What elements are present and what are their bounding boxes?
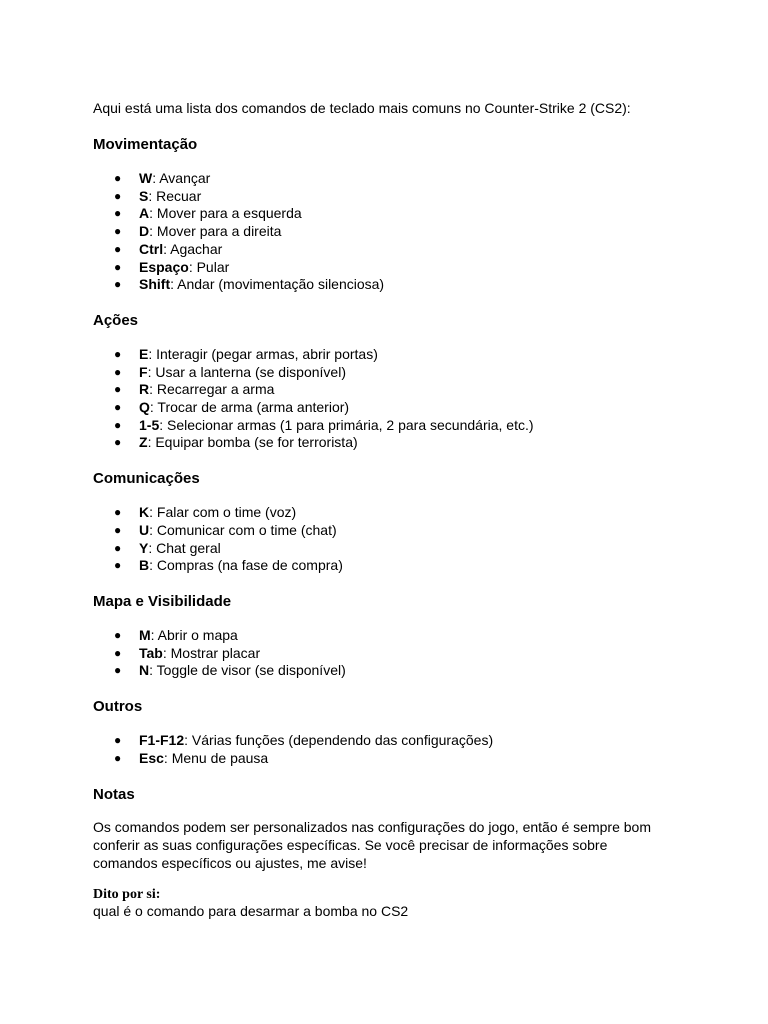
list-item	[93, 627, 693, 645]
key-description: : Trocar de arma (arma anterior)	[149, 399, 350, 416]
user-question: qual é o comando para desarmar a bomba no CS2	[93, 902, 409, 919]
key-description: : Pular	[188, 258, 230, 275]
key-description: : Comunicar com o time (chat)	[149, 521, 337, 538]
said-by-label: Dito por si:	[93, 886, 161, 902]
key-description: : Andar (movimentação silenciosa)	[170, 276, 385, 293]
key-name: Shift	[139, 276, 171, 293]
bullet-icon: ●	[114, 645, 122, 660]
list-item	[93, 540, 693, 558]
list-item	[93, 188, 693, 206]
bullet-icon: ●	[114, 346, 122, 361]
bullet-icon: ●	[114, 505, 122, 520]
bullet-icon: ●	[114, 241, 122, 256]
key-description: : Interagir (pegar armas, abrir portas)	[148, 345, 378, 362]
list-item	[93, 732, 693, 750]
key-name: B	[139, 557, 150, 574]
list-outros	[93, 732, 693, 767]
list-item	[93, 522, 693, 540]
key-description: : Avançar	[152, 170, 211, 186]
key-description: : Usar a lanterna (se disponível)	[147, 363, 346, 380]
document-page	[93, 99, 693, 920]
intro-text: Aqui está uma lista dos comandos de teclado mais comuns no Counter-Strike 2 (CS2):	[93, 100, 631, 116]
key-name: K	[139, 504, 150, 521]
key-name: D	[139, 223, 150, 240]
list-item	[93, 399, 693, 417]
list-mapa	[93, 627, 693, 680]
bullet-icon: ●	[114, 364, 122, 379]
list-item	[93, 434, 693, 452]
key-name: U	[139, 521, 150, 538]
list-item	[93, 381, 693, 399]
bullet-icon: ●	[114, 558, 122, 573]
notes-line: comandos específicos ou ajustes, me avise!	[93, 854, 367, 871]
key-description: : Mover para a direita	[149, 223, 282, 240]
key-description: : Mostrar placar	[162, 644, 261, 661]
list-movimentacao	[93, 170, 693, 294]
list-item	[93, 662, 693, 680]
key-name: R	[139, 381, 150, 398]
list-item	[93, 557, 693, 575]
key-name: Ctrl	[139, 240, 164, 257]
key-description: : Mover para a esquerda	[149, 205, 302, 222]
key-description: : Agachar	[163, 240, 223, 257]
list-item	[93, 259, 693, 277]
bullet-icon: ●	[114, 522, 122, 537]
list-item	[93, 750, 693, 768]
bullet-icon: ●	[114, 435, 122, 450]
key-name: Espaço	[139, 258, 189, 275]
list-item	[93, 205, 693, 223]
section-heading-comunicacoes: Comunicações	[93, 470, 200, 488]
list-item	[93, 645, 693, 663]
bullet-icon: ●	[114, 188, 122, 203]
list-item	[93, 364, 693, 382]
key-name: W	[139, 170, 153, 186]
key-name: Y	[139, 539, 149, 556]
key-description: : Abrir o mapa	[150, 626, 238, 643]
notes-paragraph	[93, 819, 693, 872]
list-item	[93, 417, 693, 435]
key-description: : Falar com o time (voz)	[149, 504, 297, 521]
key-description: : Várias funções (dependendo das configurações)	[184, 732, 494, 749]
list-item	[93, 241, 693, 259]
list-item	[93, 504, 693, 522]
key-name: F1-F12	[139, 732, 185, 749]
bullet-icon: ●	[114, 417, 122, 432]
bullet-icon: ●	[114, 224, 122, 239]
key-description: : Recuar	[148, 187, 202, 204]
key-name: F	[139, 363, 148, 380]
key-name: M	[139, 626, 151, 643]
section-heading-mapa: Mapa e Visibilidade	[93, 592, 232, 610]
key-description: : Selecionar armas (1 para primária, 2 para secundária, etc.)	[159, 416, 534, 433]
key-name: Q	[139, 399, 150, 416]
section-heading-acoes: Ações	[93, 311, 139, 329]
bullet-icon: ●	[114, 663, 122, 678]
key-description: : Compras (na fase de compra)	[149, 557, 343, 574]
key-name: Tab	[139, 644, 163, 661]
bullet-icon: ●	[114, 382, 122, 397]
bullet-icon: ●	[114, 750, 122, 765]
bullet-icon: ●	[114, 627, 122, 642]
notes-line: conferir as suas configurações específicas. Se você precisar de informações sobre	[93, 837, 608, 854]
list-item	[93, 223, 693, 241]
key-name: 1-5	[139, 416, 160, 433]
key-name: Esc	[139, 749, 164, 766]
bullet-icon: ●	[114, 259, 122, 274]
list-item	[93, 346, 693, 364]
key-name: E	[139, 345, 149, 362]
section-heading-movimentacao: Movimentação	[93, 136, 198, 153]
section-heading-outros: Outros	[93, 698, 143, 716]
bullet-icon: ●	[114, 277, 122, 292]
bullet-icon: ●	[114, 400, 122, 415]
key-name: Z	[139, 434, 148, 451]
key-description: : Toggle de visor (se disponível)	[149, 662, 346, 679]
bullet-icon: ●	[114, 540, 122, 555]
key-name: A	[139, 205, 150, 222]
notes-line: Os comandos podem ser personalizados nas configurações do jogo, então é sempre bom	[93, 819, 651, 836]
bullet-icon: ●	[114, 733, 122, 748]
bullet-icon: ●	[114, 171, 122, 185]
key-description: : Recarregar a arma	[149, 381, 275, 398]
list-comunicacoes	[93, 504, 693, 575]
list-item	[93, 276, 693, 294]
key-name: N	[139, 662, 150, 679]
section-heading-notas: Notas	[93, 786, 135, 804]
list-acoes	[93, 346, 693, 452]
key-description: : Equipar bomba (se for terrorista)	[147, 434, 358, 451]
key-name: S	[139, 187, 149, 204]
key-description: : Chat geral	[148, 539, 221, 556]
key-description: : Menu de pausa	[163, 749, 269, 766]
bullet-icon: ●	[114, 206, 122, 221]
list-item	[93, 170, 693, 188]
